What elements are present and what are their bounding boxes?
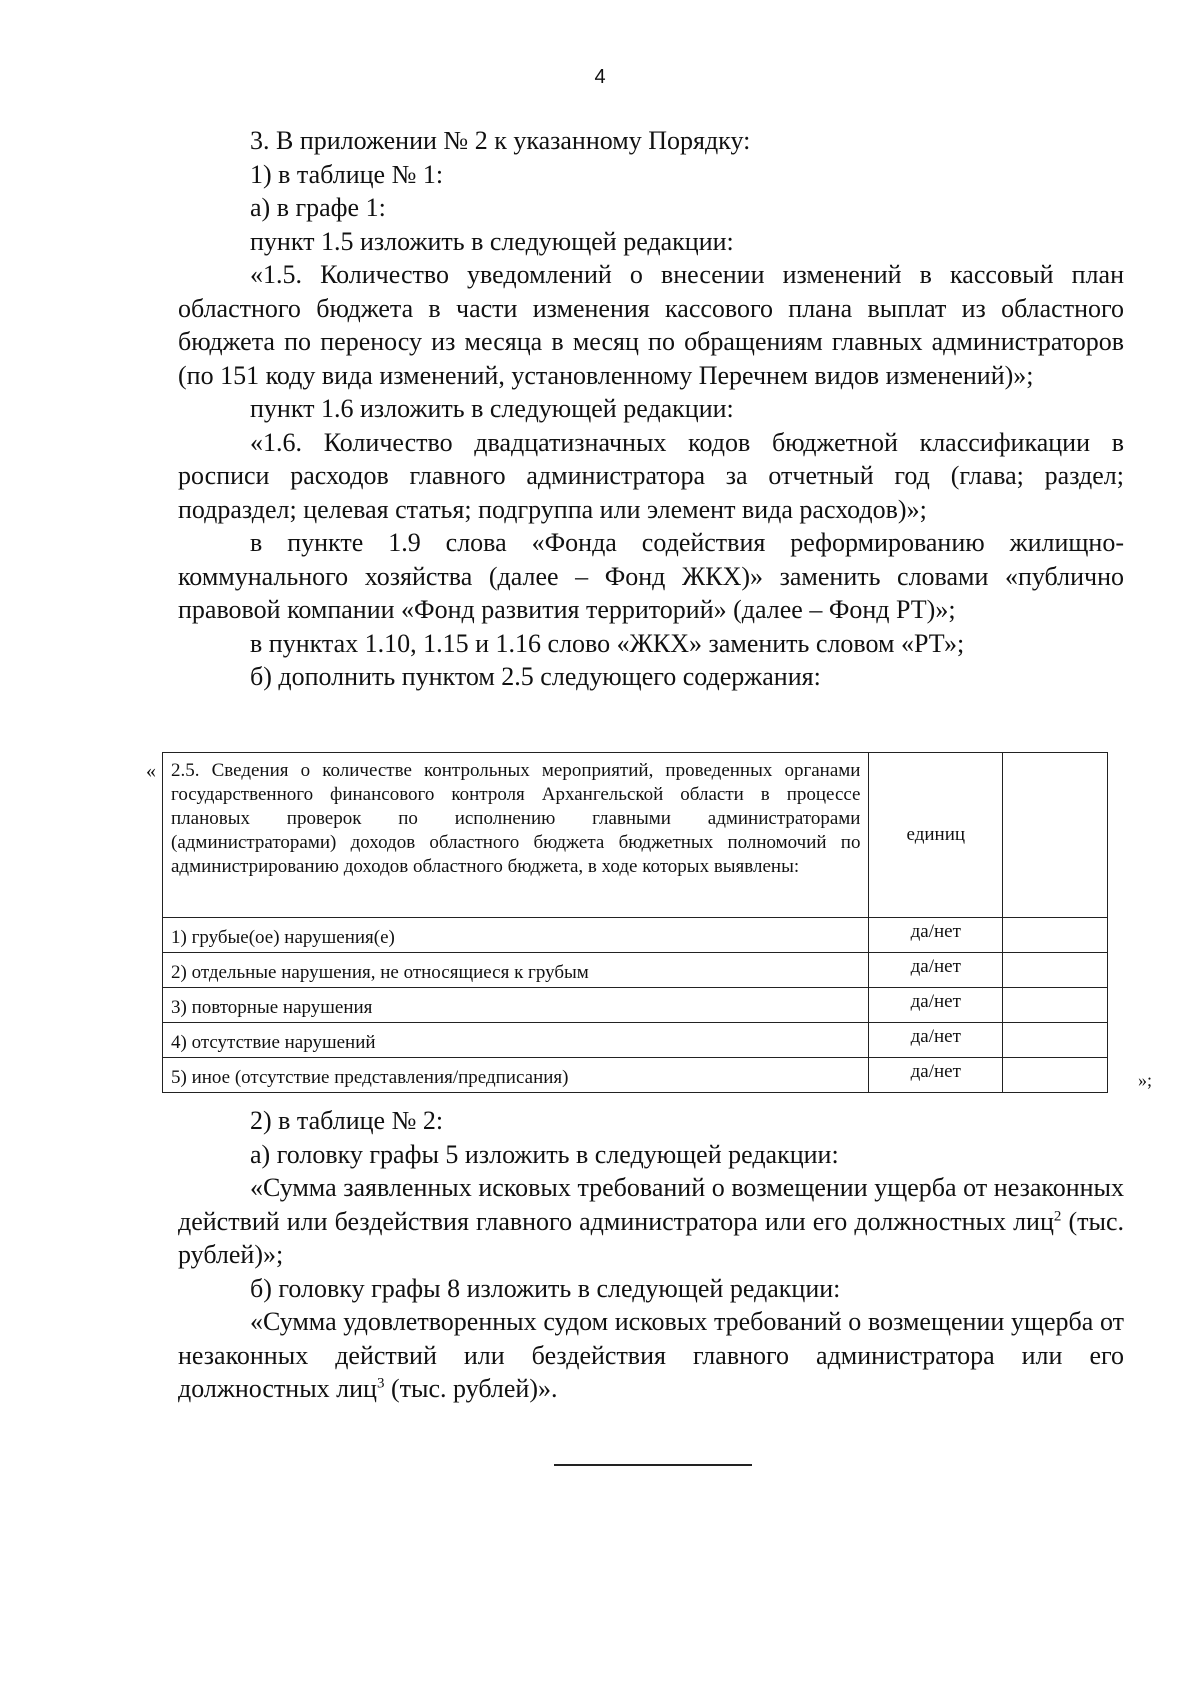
- footnote-ref: 3: [376, 1375, 385, 1392]
- table-cell-description: 5) иное (отсутствие представления/предписания): [163, 1058, 869, 1093]
- paragraph: а) в графе 1:: [250, 193, 386, 222]
- table-cell-unit: единиц: [869, 753, 1003, 918]
- quote-tail: (тыс. рублей)»;: [178, 1206, 1124, 1269]
- paragraph: б) головку графы 8 изложить в следующей редакции:: [250, 1273, 841, 1303]
- table-open-quote: «: [146, 760, 156, 782]
- quote-tail: (тыс. рублей)».: [384, 1374, 558, 1403]
- paragraph: б) дополнить пунктом 2.5 следующего содержания:: [250, 662, 821, 691]
- table-cell-value: [1003, 953, 1108, 988]
- paragraph: в пункте 1.9 слова «Фонда содействия реформированию жилищно-коммунального хозяйства (далее – Фонд ЖКХ)» заменить словами «публично правовой компании «Фонд развития территорий» (далее – Фонд РТ)»;: [178, 528, 1124, 624]
- table-row: [163, 1023, 1108, 1058]
- footnote-ref: 2: [1053, 1207, 1062, 1224]
- table-cell-value: [1003, 753, 1108, 918]
- table-cell-description: 2.5. Сведения о количестве контрольных мероприятий, проведенных органами государственного финансового контроля Архангельской области в процессе плановых проверок по исполнению главными администраторами (администраторами) доходов областного бюджета бюджетных полномочий по администрированию доходов областного бюджета, в ходе которых выявлены:: [163, 753, 869, 918]
- paragraph: 2) в таблице № 2:: [250, 1106, 444, 1135]
- paragraph: «1.6. Количество двадцатизначных кодов бюджетной классификации в росписи расходов главного администратора за отчетный год (глава; раздел; подраздел; целевая статья; подгруппа или элемент вида расходов)»;: [178, 427, 1124, 524]
- table-row: [163, 988, 1108, 1023]
- table-cell-value: [1003, 1058, 1108, 1093]
- paragraph: а) головку графы 5 изложить в следующей редакции:: [250, 1139, 839, 1169]
- inserted-table-block: [146, 752, 1152, 1093]
- table-cell-value: [1003, 918, 1108, 953]
- table-close-quote: »;: [1137, 1070, 1152, 1090]
- table-row: [163, 1058, 1108, 1093]
- table-cell-value: [1003, 1023, 1108, 1058]
- table-cell-unit: да/нет: [869, 1023, 1003, 1058]
- table-cell-description: 1) грубые(ое) нарушения(е): [163, 918, 869, 953]
- paragraph-quote-column-5: [178, 1171, 1124, 1272]
- paragraph: пункт 1.5 изложить в следующей редакции:: [250, 226, 734, 256]
- paragraph: «1.5. Количество уведомлений о внесении изменений в кассовый план областного бюджета в части изменения кассового плана выплат из областного бюджета по переносу из месяца в месяц по обращениям главных администраторов (по 151 коду вида изменений, установленному Перечнем видов изменений)»;: [178, 260, 1124, 390]
- table-row: [163, 953, 1108, 988]
- table-cell-description: 3) повторные нарушения: [163, 988, 869, 1023]
- table-header-row: [163, 753, 1108, 918]
- paragraph-quote-column-8: [178, 1305, 1124, 1406]
- table-cell-value: [1003, 988, 1108, 1023]
- quote-text: «Сумма заявленных исковых требований о возмещении ущерба от незаконных действий или бездействия главного администратора или его должностных лиц: [178, 1173, 1124, 1236]
- control-measures-table: [162, 752, 1108, 1093]
- quote-text: «Сумма удовлетворенных судом исковых требований о возмещении ущерба от незаконных действий или бездействия главного администратора или его должностных лиц: [178, 1307, 1124, 1403]
- amendment-text-top: [178, 124, 1124, 694]
- table-cell-unit: да/нет: [869, 953, 1003, 988]
- paragraph: в пунктах 1.10, 1.15 и 1.16 слово «ЖКХ» заменить словом «РТ»;: [250, 628, 965, 658]
- table-cell-unit: да/нет: [869, 918, 1003, 953]
- paragraph: 3. В приложении № 2 к указанному Порядку:: [250, 126, 751, 155]
- end-of-document-rule: [554, 1464, 752, 1466]
- table-cell-unit: да/нет: [869, 1058, 1003, 1093]
- table-cell-unit: да/нет: [869, 988, 1003, 1023]
- page-number: 4: [594, 66, 606, 88]
- table-cell-description: 2) отдельные нарушения, не относящиеся к грубым: [163, 953, 869, 988]
- paragraph: 1) в таблице № 1:: [250, 159, 444, 189]
- amendment-text-bottom: [178, 1104, 1124, 1406]
- paragraph: пункт 1.6 изложить в следующей редакции:: [250, 394, 734, 423]
- table-row: [163, 918, 1108, 953]
- table-cell-description: 4) отсутствие нарушений: [163, 1023, 869, 1058]
